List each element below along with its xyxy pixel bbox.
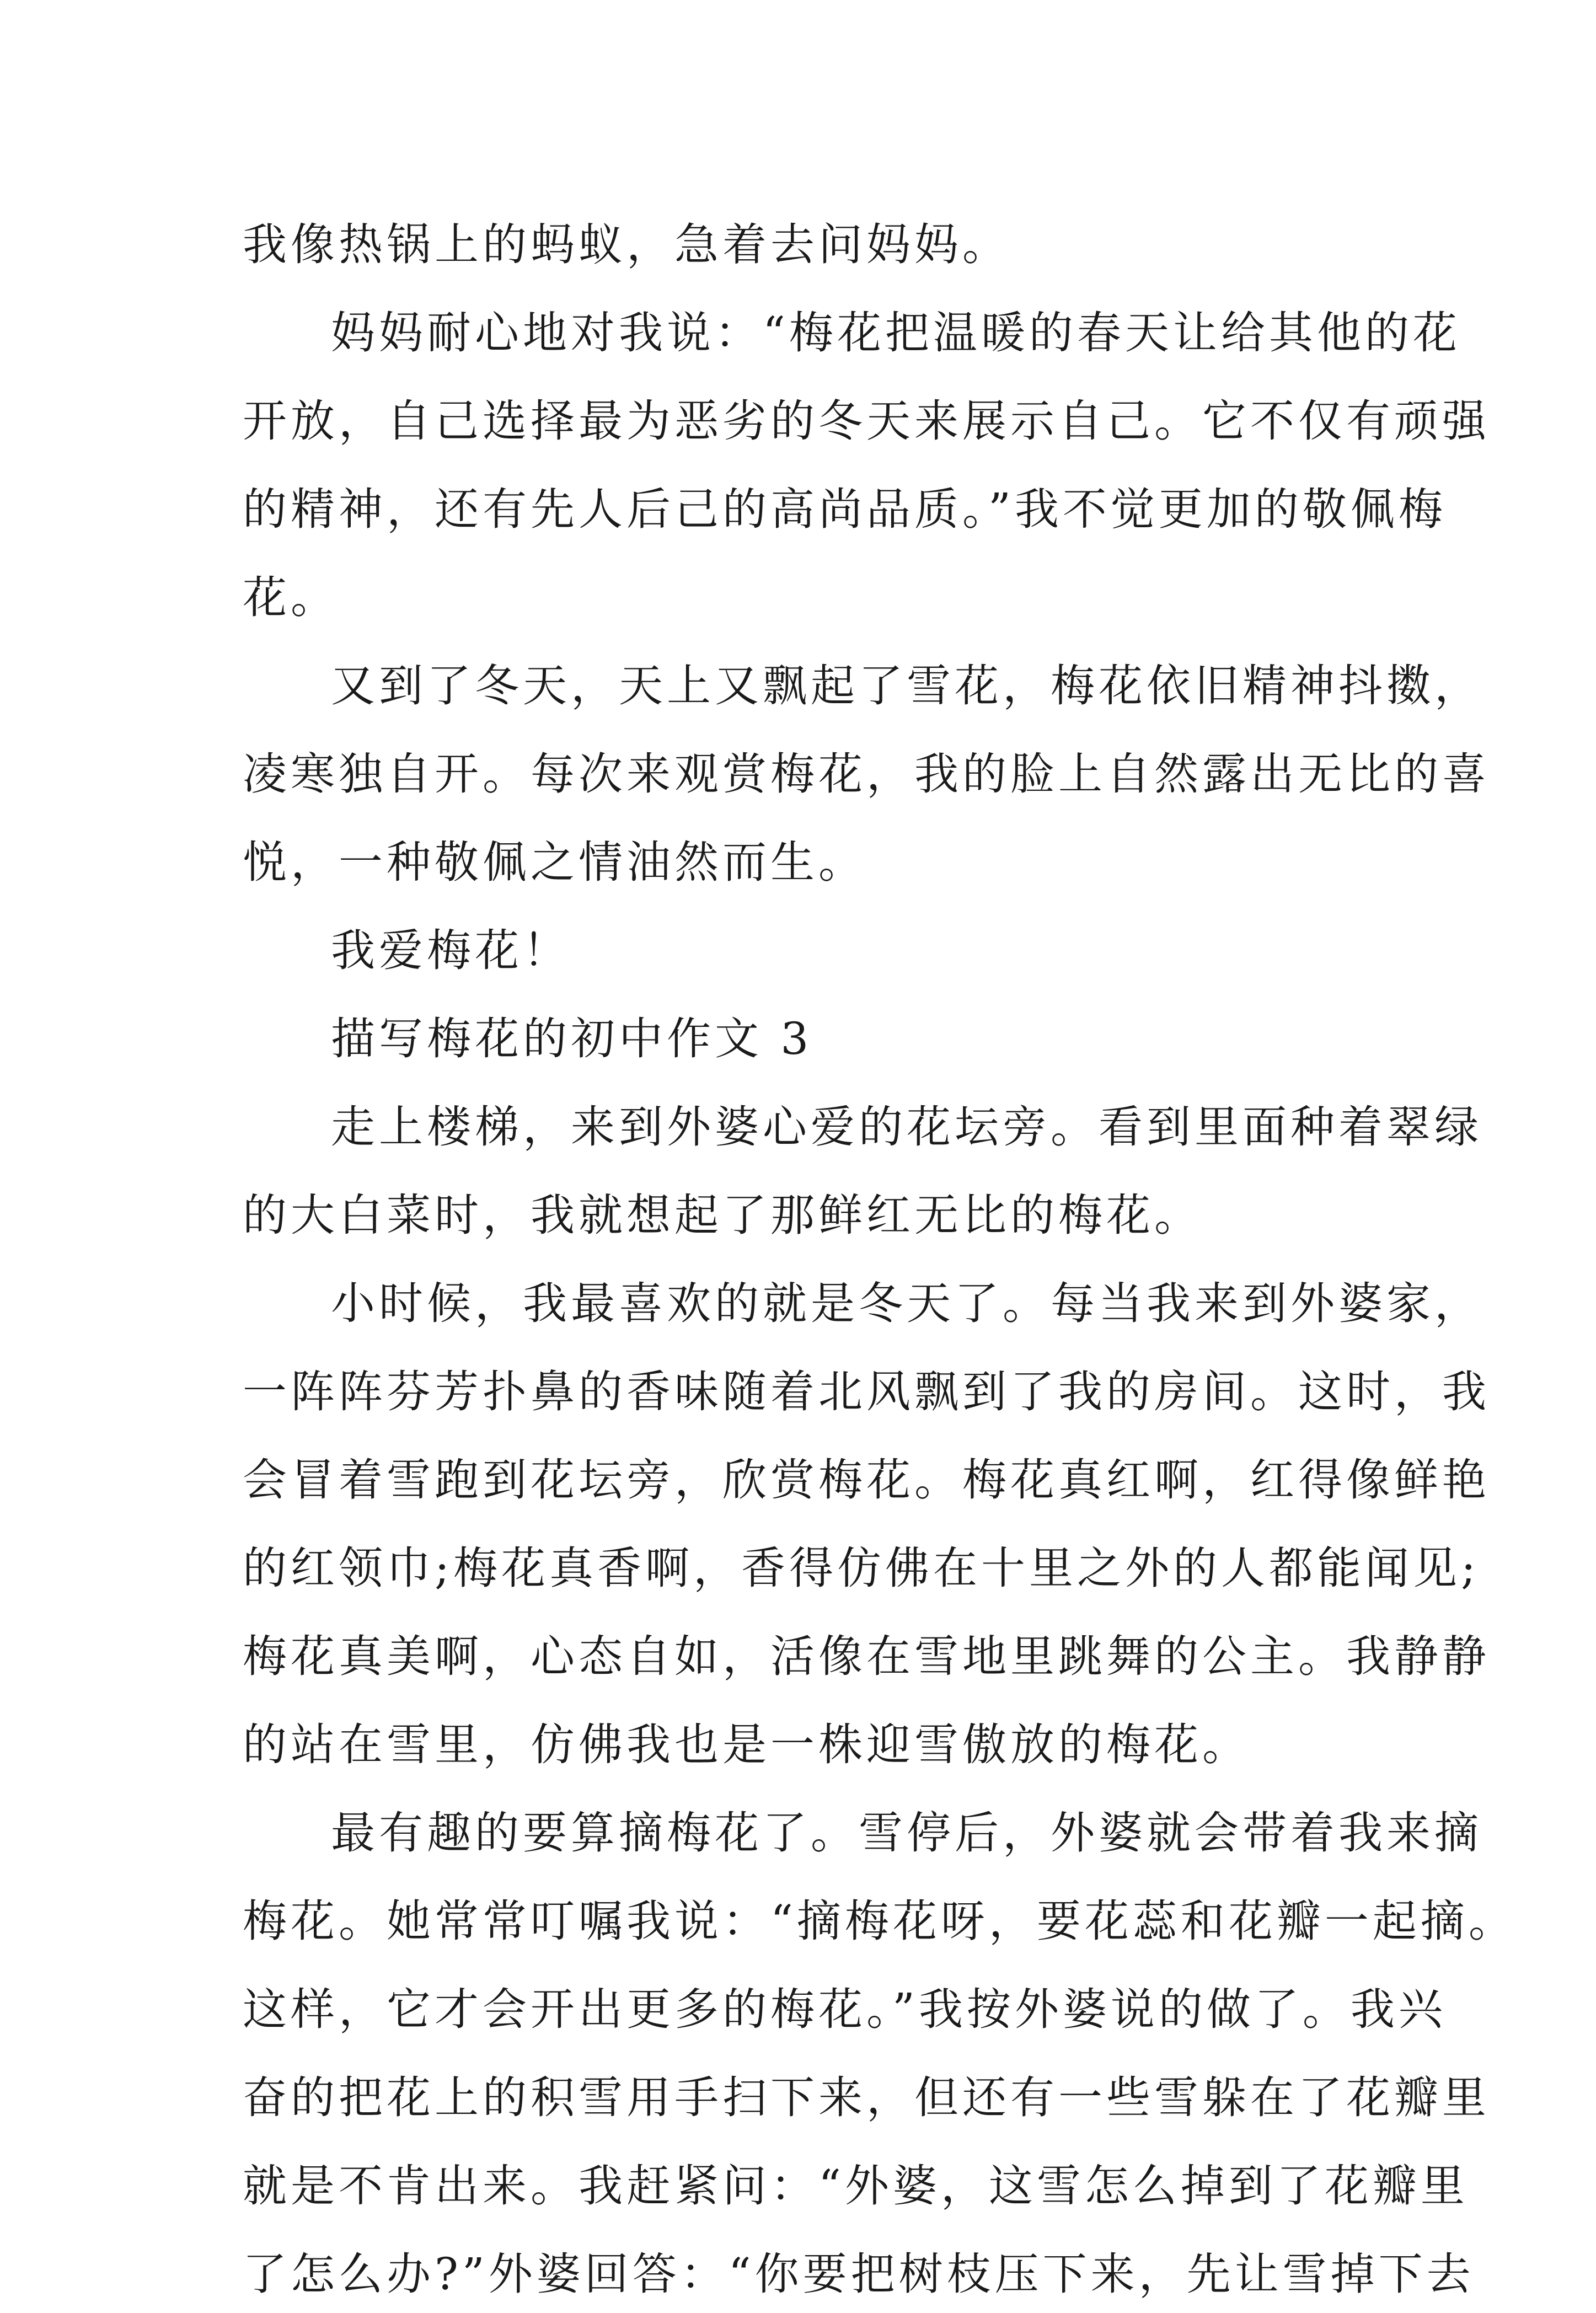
text-line: 一阵阵芬芳扑鼻的香味随着北风飘到了我的房间。这时，我	[243, 1366, 1490, 1417]
text-line: 最有趣的要算摘梅花了。雪停后，外婆就会带着我来摘	[331, 1807, 1482, 1859]
text-line: 的大白菜时，我就想起了那鲜红无比的梅花。	[243, 1190, 1202, 1241]
text-line: 走上楼梯，来到外婆心爱的花坛旁。看到里面种着翠绿	[331, 1101, 1482, 1153]
text-line: 花。	[243, 572, 339, 623]
text-line: 了怎么办?”外婆回答：“你要把树枝压下来，先让雪掉下去	[243, 2248, 1475, 2300]
text-line: 开放，自己选择最为恶劣的冬天来展示自己。它不仅有顽强	[243, 395, 1490, 447]
text-line: 的精神，还有先人后己的高尚品质。”我不觉更加的敬佩梅	[243, 484, 1447, 535]
text-line: 的红领巾;梅花真香啊，香得仿佛在十里之外的人都能闻见;	[243, 1543, 1480, 1594]
text-line: 我像热锅上的蚂蚁，急着去问妈妈。	[243, 219, 1010, 270]
text-line: 会冒着雪跑到花坛旁，欣赏梅花。梅花真红啊，红得像鲜艳	[243, 1454, 1490, 1506]
text-line: 悦，一种敬佩之情油然而生。	[243, 837, 866, 888]
text-line: 又到了冬天，天上又飘起了雪花，梅花依旧精神抖擞，	[331, 660, 1482, 711]
text-line: 梅花真美啊，心态自如，活像在雪地里跳舞的公主。我静静	[243, 1631, 1490, 1682]
text-line: 小时候，我最喜欢的就是冬天了。每当我来到外婆家，	[331, 1278, 1482, 1329]
section-heading: 描写梅花的初中作文 3	[331, 1013, 813, 1064]
text-line: 梅花。她常常叮嘱我说：“摘梅花呀，要花蕊和花瓣一起摘。	[243, 1896, 1517, 1947]
text-line: 凌寒独自开。每次来观赏梅花，我的脸上自然露出无比的喜	[243, 748, 1490, 800]
text-line: 奋的把花上的积雪用手扫下来，但还有一些雪躲在了花瓣里	[243, 2072, 1490, 2123]
text-line: 妈妈耐心地对我说：“梅花把温暖的春天让给其他的花	[331, 307, 1461, 358]
text-line: 就是不肯出来。我赶紧问：“外婆，这雪怎么掉到了花瓣里	[243, 2160, 1469, 2212]
text-line: 我爱梅花！	[331, 925, 571, 976]
text-line: 的站在雪里，仿佛我也是一株迎雪傲放的梅花。	[243, 1719, 1250, 1770]
text-line: 这样，它才会开出更多的梅花。”我按外婆说的做了。我兴	[243, 1984, 1447, 2035]
